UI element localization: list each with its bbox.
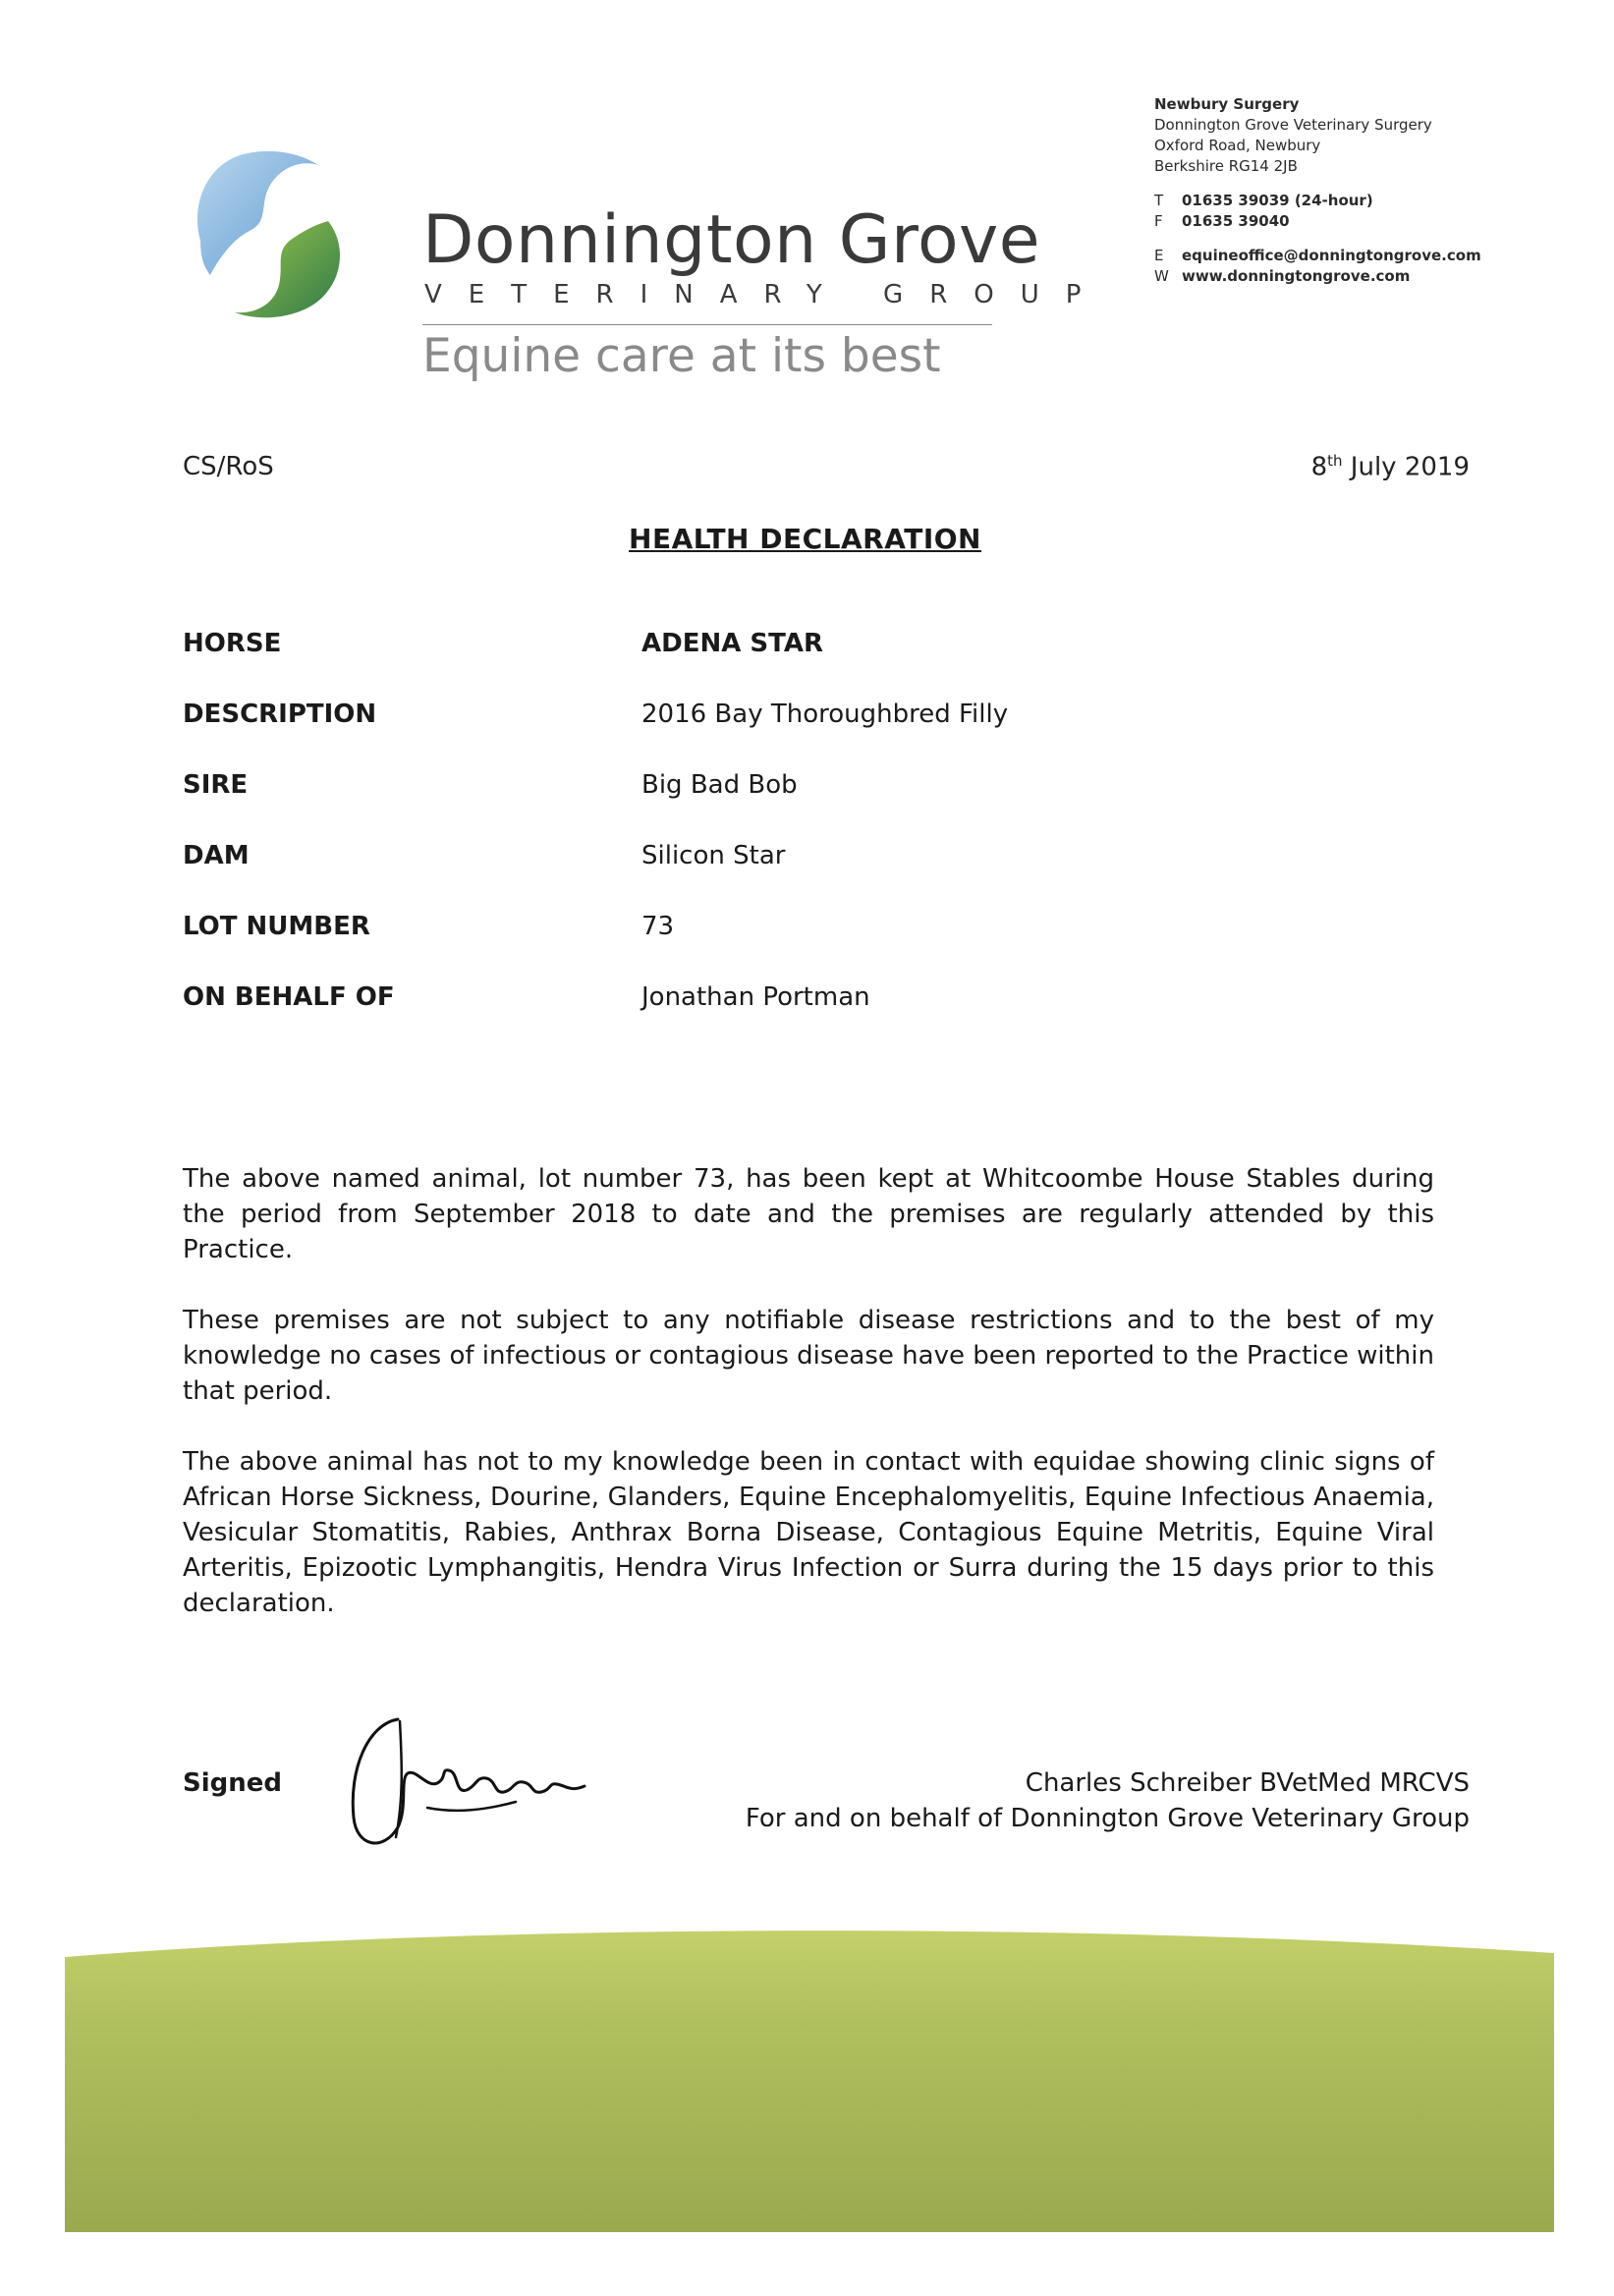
- letter-date: [1311, 452, 1470, 482]
- horse-details: [183, 629, 1460, 1053]
- address-line: Berkshire RG14 2JB: [1154, 157, 1298, 175]
- signed-label: Signed: [183, 1768, 283, 1798]
- field-label: HORSE: [183, 629, 282, 658]
- date-day: 8: [1310, 452, 1328, 482]
- field-value: ADENA STAR: [641, 629, 823, 658]
- signatory-organisation: For and on behalf of Donnington Grove Veterinary Group: [745, 1804, 1470, 1833]
- email-address: equineoffice@donningtongrove.com: [1182, 247, 1481, 264]
- surgery-name: Newbury Surgery: [1154, 95, 1300, 113]
- fax-label: F: [1154, 212, 1163, 230]
- field-label: LOT NUMBER: [183, 912, 370, 941]
- fax-number: 01635 39040: [1182, 212, 1290, 230]
- field-label: ON BEHALF OF: [183, 982, 395, 1012]
- declaration-paragraph: The above animal has not to my knowledge been in contact with equidae showing clinic signs of African Horse Sickness, Dourine, Glanders, Equine Encephalomyelitis, Equine Infectious Anaemia, Vesicular Stomatitis, Rabies, Anthrax Borna Disease, Contagious Equine Metritis, Equine Viral Arteritis, Epizootic Lymphangitis, Hendra Virus Infection or Surra during the 15 days prior to this declaration.: [183, 1447, 1434, 1618]
- brand-name: Donnington Grove: [422, 201, 1041, 279]
- signatory-name: Charles Schreiber BVetMed MRCVS: [1025, 1768, 1470, 1798]
- declaration-paragraph: The above named animal, lot number 73, has been kept at Whitcoombe House Stables during the period from September 2018 to date and the premises are regularly attended by this Practice.: [183, 1164, 1434, 1264]
- field-label: DESCRIPTION: [183, 700, 377, 729]
- brand-divider: [422, 324, 992, 325]
- donnington-grove-logo-icon: [181, 147, 358, 324]
- declaration-body: [183, 1161, 1434, 1656]
- address-line: Oxford Road, Newbury: [1154, 137, 1321, 154]
- field-value: Big Bad Bob: [641, 770, 798, 800]
- field-row: [183, 912, 1460, 982]
- handwritten-signature-icon: [339, 1700, 604, 1862]
- footer-banner: [65, 1926, 1554, 2232]
- field-row: [183, 770, 1460, 841]
- field-value: 2016 Bay Thoroughbred Filly: [641, 700, 1009, 729]
- field-value: 73: [641, 912, 675, 941]
- email-label: E: [1154, 247, 1164, 264]
- letter-reference: CS/RoS: [183, 452, 274, 481]
- field-row: [183, 982, 1460, 1053]
- field-row: [183, 629, 1460, 700]
- contact-block: [1154, 94, 1481, 287]
- field-label: SIRE: [183, 770, 249, 800]
- address-line: Donnington Grove Veterinary Surgery: [1154, 116, 1432, 134]
- phone-number: 01635 39039 (24-hour): [1182, 192, 1373, 209]
- date-suffix: th: [1327, 452, 1343, 470]
- brand-tagline: Equine care at its best: [422, 329, 941, 383]
- website: www.donningtongrove.com: [1182, 267, 1411, 285]
- field-value: Jonathan Portman: [641, 982, 870, 1012]
- field-label: DAM: [183, 841, 250, 870]
- date-month-year: July 2019: [1350, 452, 1470, 482]
- field-value: Silicon Star: [641, 841, 786, 870]
- phone-label: T: [1154, 192, 1164, 209]
- web-label: W: [1154, 267, 1169, 285]
- brand-subtitle: VETERINARY GROUP: [424, 280, 1108, 309]
- field-row: [183, 841, 1460, 912]
- declaration-paragraph: These premises are not subject to any notifiable disease restrictions and to the best of my knowledge no cases of infectious or contagious disease have been reported to the Practice within that period.: [183, 1306, 1434, 1406]
- document-title: [0, 523, 1614, 555]
- field-row: [183, 700, 1460, 770]
- document-title-text: HEALTH DECLARATION: [629, 523, 981, 555]
